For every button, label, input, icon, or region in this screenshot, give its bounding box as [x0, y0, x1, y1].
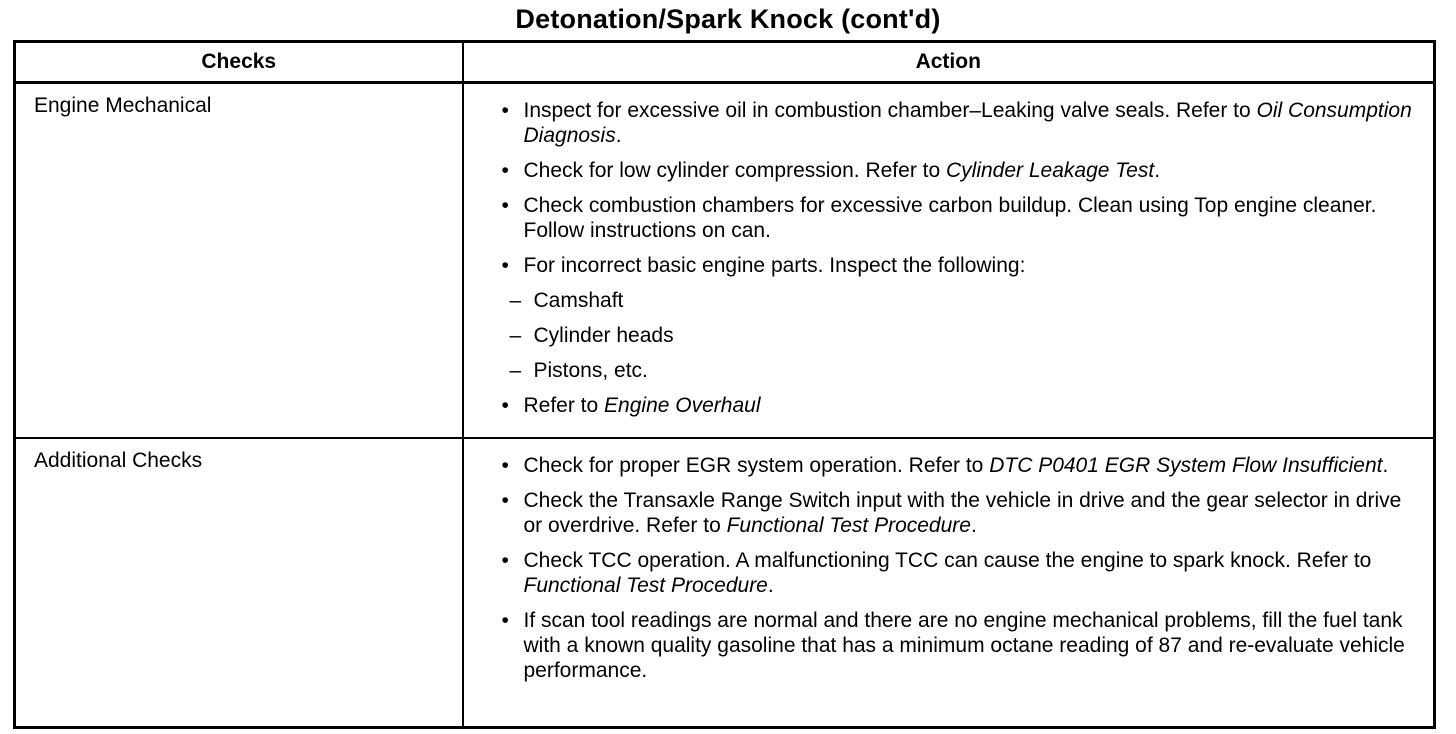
check-label: Engine Mechanical [34, 94, 212, 117]
action-tail: . [1382, 453, 1389, 477]
action-text: Camshaft [533, 289, 624, 312]
list-item [500, 453, 1414, 478]
reference-text: Functional Test Procedure [523, 573, 768, 597]
list-item [500, 488, 1414, 538]
action-list [464, 84, 1434, 418]
reference-text: Oil Consumption Diagnosis [523, 99, 1412, 147]
action-text: If scan tool readings are normal and there are no engine mechanical problems, fill the fuel tank with a known quality gasoline that has a minimum octane reading of 87 and re-evaluate vehicle performance. [523, 608, 1405, 682]
list-item [500, 193, 1414, 243]
action-text: Inspect for excessive oil in combustion chamber–Leaking valve seals. Refer to [523, 99, 1257, 122]
table-row [15, 438, 1435, 728]
action-tail: . [1154, 159, 1161, 182]
sub-list-item [500, 323, 1414, 348]
action-tail: . [970, 513, 977, 537]
list-item [500, 253, 1414, 278]
action-list [464, 439, 1434, 683]
column-header-checks: Checks [15, 42, 463, 83]
action-text: Check TCC operation. A malfunctioning TCC can cause the engine to spark knock. Refer to [523, 548, 1372, 572]
action-cell [463, 438, 1435, 728]
list-item [500, 608, 1414, 683]
action-text: Check for proper EGR system operation. Refer to [523, 453, 990, 477]
action-text: Refer to [523, 394, 605, 417]
checks-cell [15, 83, 463, 438]
action-tail: . [767, 573, 774, 597]
action-text: For incorrect basic engine parts. Inspect the following: [523, 254, 1026, 277]
list-item [500, 393, 1414, 418]
check-label: Additional Checks [34, 448, 203, 472]
sub-list-item [500, 358, 1414, 383]
action-text: Check for low cylinder compression. Refer to [523, 159, 946, 182]
action-text: Cylinder heads [533, 324, 674, 347]
checks-cell [15, 438, 463, 728]
sub-list-item [500, 288, 1414, 313]
reference-text: Functional Test Procedure [726, 513, 971, 537]
table-header-row [15, 42, 1435, 83]
reference-text: DTC P0401 EGR System Flow Insufficient [989, 453, 1383, 477]
table-row [15, 83, 1435, 438]
diagnostic-table [13, 40, 1436, 729]
list-item [500, 548, 1414, 598]
reference-text: Cylinder Leakage Test [946, 159, 1155, 182]
column-header-action: Action [463, 42, 1435, 83]
list-item [500, 158, 1414, 183]
action-text: Check the Transaxle Range Switch input with the vehicle in drive and the gear selector in drive or overdrive. Refer to [523, 488, 1402, 537]
reference-text: Engine Overhaul [604, 394, 761, 417]
action-cell [463, 83, 1435, 438]
action-tail: . [615, 124, 622, 147]
action-text: Check combustion chambers for excessive carbon buildup. Clean using Top engine cleaner. Follow instructions on can. [523, 194, 1377, 242]
page-title: Detonation/Spark Knock (cont'd) [515, 4, 941, 34]
action-text: Pistons, etc. [533, 359, 648, 382]
list-item [500, 98, 1414, 148]
